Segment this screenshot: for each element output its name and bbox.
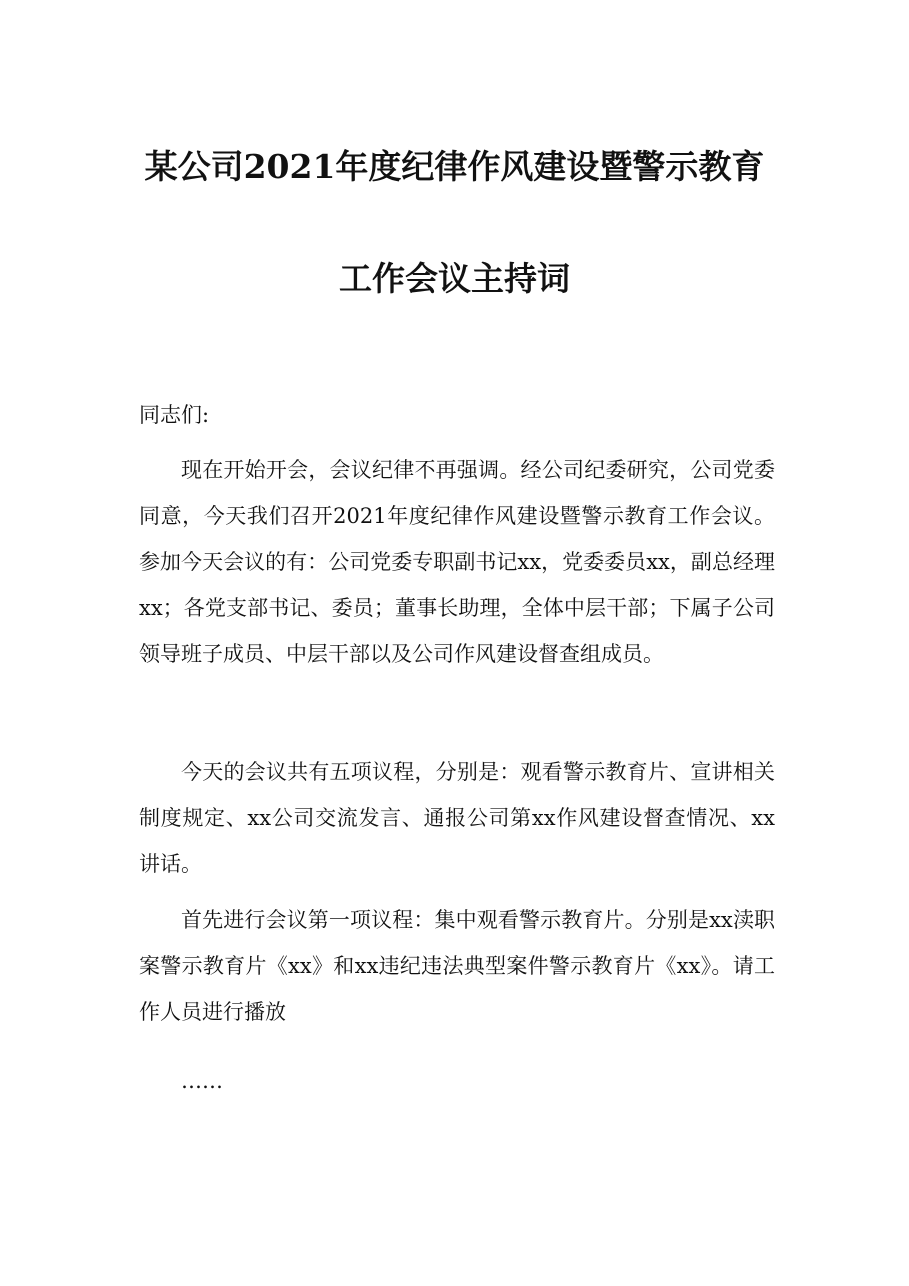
paragraph-first-item: 首先进行会议第一项议程：集中观看警示教育片。分别是xx渎职案警示教育片《xx》和xx违纪违法典型案件警示教育片《xx》。请工作人员进行播放 [139, 908, 775, 1024]
document-title-line-1: 某公司2021年度纪律作风建设暨警示教育 [144, 147, 765, 186]
ellipsis-text: …… [181, 1069, 223, 1093]
salutation: 同志们: [139, 403, 210, 427]
paragraph-agenda: 今天的会议共有五项议程，分别是：观看警示教育片、宣讲相关制度规定、xx公司交流发言、通报公司第xx作风建设督查情况、xx讲话。 [139, 760, 775, 876]
document-title-line-2: 工作会议主持词 [339, 259, 570, 298]
paragraph-opening: 现在开始开会，会议纪律不再强调。经公司纪委研究，公司党委同意，今天我们召开2021年度纪律作风建设暨警示教育工作会议。参加今天会议的有：公司党委专职副书记xx，党委委员xx，副总经理xx；各党支部书记、委员；董事长助理，全体中层干部；下属子公司领导班子成员、中层干部以及公司作风建设督查组成员。 [139, 458, 775, 666]
